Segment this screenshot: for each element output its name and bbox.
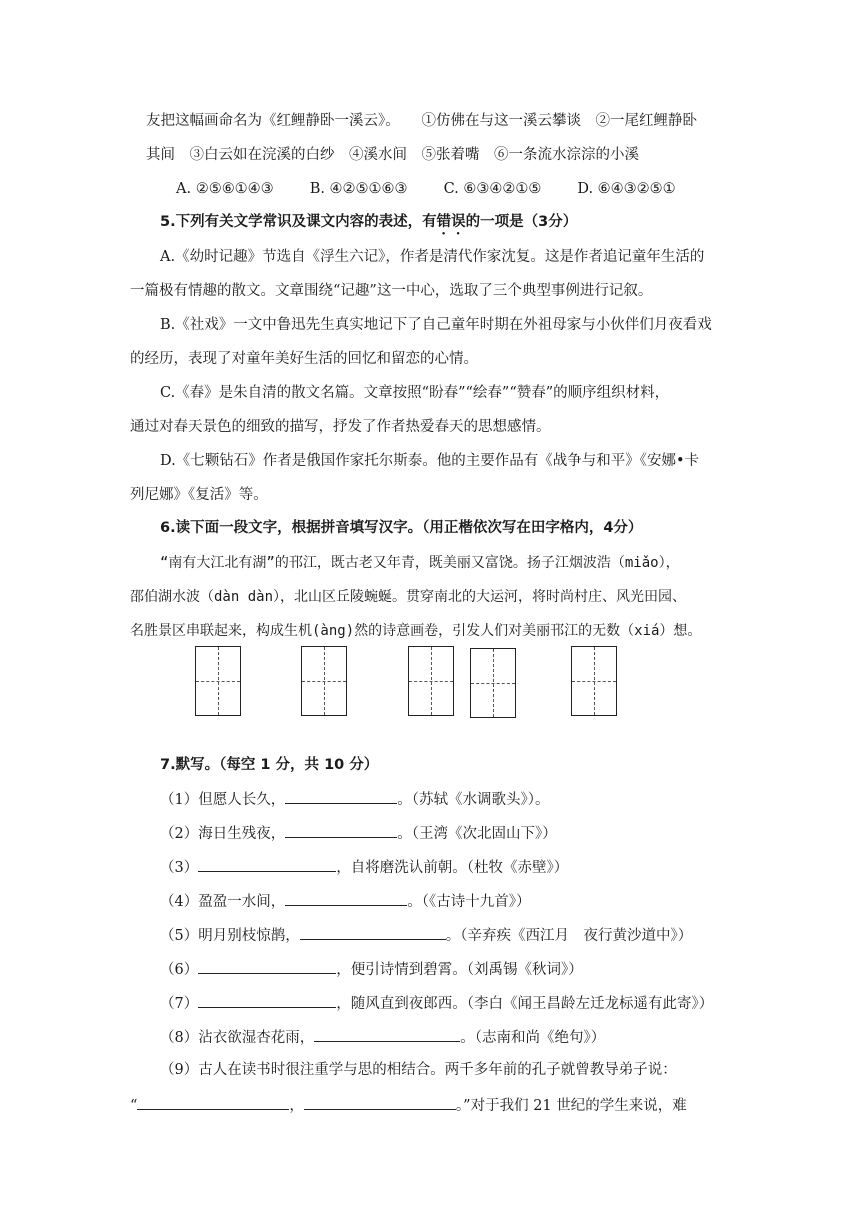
q7-item-9-line2: “ ， 。”对于我们 21 世纪的学生来说，难 bbox=[130, 1094, 687, 1116]
q5-option-b-line1: B.《社戏》一文中鲁迅先生真实地记下了自己童年时期在外祖母家与小伙伴们月夜看戏 bbox=[160, 317, 712, 333]
q6-passage-line1: “南有大江北有湖”的邗江，既古老又年青，既美丽又富饶。扬子江烟波浩（miǎo）， bbox=[160, 555, 680, 571]
writing-grid-5[interactable] bbox=[571, 646, 617, 716]
answer-blank[interactable] bbox=[198, 856, 336, 872]
q7-title: 7.默写。（每空 1 分，共 10 分） bbox=[160, 757, 379, 773]
q5-option-d-line2: 列尼娜》《复活》等。 bbox=[130, 487, 268, 503]
q7-item-4: （4）盈盈一水间， 。（《古诗十九首》） bbox=[160, 890, 530, 912]
q7-item-6: （6） ，便引诗情到碧霄。（刘禹锡《秋词》） bbox=[160, 958, 583, 980]
q6-title: 6.读下面一段文字，根据拼音填写汉字。（用正楷依次写在田字格内，4分） bbox=[160, 520, 643, 536]
answer-blank[interactable] bbox=[314, 1026, 460, 1042]
q4-option-a: A. ②⑤⑥①④③ bbox=[176, 181, 274, 197]
writing-grid-2[interactable] bbox=[301, 646, 347, 716]
q7-item-5: （5）明月别枝惊鹊， 。（辛弃疾《西江月 夜行黄沙道中》） bbox=[160, 924, 692, 946]
q6-passage-line3: 名胜景区串联起来，构成生机(àng)然的诗意画卷，引发人们对美丽邗江的无数（xiá）想。 bbox=[130, 623, 702, 639]
q7-item-9-line1: （9）古人在读书时很注重学与思的相结合。两千多年前的孔子就曾教导弟子说： bbox=[160, 1062, 677, 1078]
answer-blank[interactable] bbox=[198, 992, 336, 1008]
q4-option-b: B. ④②⑤①⑥③ bbox=[309, 181, 408, 197]
q4-options bbox=[176, 179, 676, 199]
q5-option-a-line1: A.《幼时记趣》节选自《浮生六记》，作者是清代作家沈复。这是作者追记童年生活的 bbox=[160, 249, 705, 265]
q7-item-8: （8）沾衣欲湿杏花雨， 。（志南和尚《绝句》） bbox=[160, 1026, 605, 1048]
q4-line2: 其间 ③白云如在浣溪的白纱 ④溪水间 ⑤张着嘴 ⑥一条流水淙淙的小溪 bbox=[146, 147, 639, 163]
answer-blank[interactable] bbox=[198, 958, 336, 974]
writing-grid-3[interactable] bbox=[408, 646, 454, 716]
q4-option-c: C. ⑥③④②①⑤ bbox=[443, 181, 542, 197]
answer-blank[interactable] bbox=[137, 1094, 289, 1110]
answer-blank[interactable] bbox=[285, 788, 397, 804]
q5-option-d-line1: D.《七颗钻石》作者是俄国作家托尔斯泰。他的主要作品有《战争与和平》《安娜•卡 bbox=[160, 453, 700, 469]
answer-blank[interactable] bbox=[300, 924, 446, 940]
q5-option-c-line2: 通过对春天景色的细致的描写，抒发了作者热爱春天的思想感情。 bbox=[130, 419, 551, 435]
q4-option-d: D. ⑥④③②⑤① bbox=[577, 181, 676, 197]
q7-item-1: （1）但愿人长久， 。（苏轼《水调歌头》）。 bbox=[160, 788, 549, 810]
q7-item-7: （7） ，随风直到夜郎西。（李白《闻王昌龄左迁龙标遥有此寄》） bbox=[160, 992, 713, 1014]
writing-grid-4[interactable] bbox=[470, 648, 516, 718]
q5-title: 5.下列有关文学常识及课文内容的表述，有错误的一项是（3分） bbox=[160, 214, 578, 230]
answer-blank[interactable] bbox=[285, 822, 397, 838]
q6-passage-line2: 邵伯湖水波（dàn dàn），北山区丘陵蜿蜒。贯穿南北的大运河，将时尚村庄、风光田园、 bbox=[130, 589, 686, 605]
answer-blank[interactable] bbox=[304, 1094, 456, 1110]
q5-emphasis-word: 错误 bbox=[436, 214, 466, 230]
writing-grid-1[interactable] bbox=[195, 646, 241, 716]
q7-item-3: （3） ，自将磨洗认前朝。（杜牧《赤壁》） bbox=[160, 856, 568, 878]
q4-line1: 友把这幅画命名为《红鲤静卧一溪云》。 ①仿佛在与这一溪云攀谈 ②一尾红鲤静卧 bbox=[146, 113, 697, 129]
q5-option-a-line2: 一篇极有情趣的散文。文章围绕“记趣”这一中心，选取了三个典型事例进行记叙。 bbox=[130, 283, 653, 299]
q7-item-2: （2）海日生残夜， 。（王湾《次北固山下》） bbox=[160, 822, 557, 844]
answer-blank[interactable] bbox=[285, 890, 407, 906]
q5-option-c-line1: C.《春》是朱自清的散文名篇。文章按照“盼春”“绘春”“赞春”的顺序组织材料， bbox=[160, 385, 670, 401]
q5-option-b-line2: 的经历，表现了对童年美好生活的回忆和留恋的心情。 bbox=[130, 351, 478, 367]
